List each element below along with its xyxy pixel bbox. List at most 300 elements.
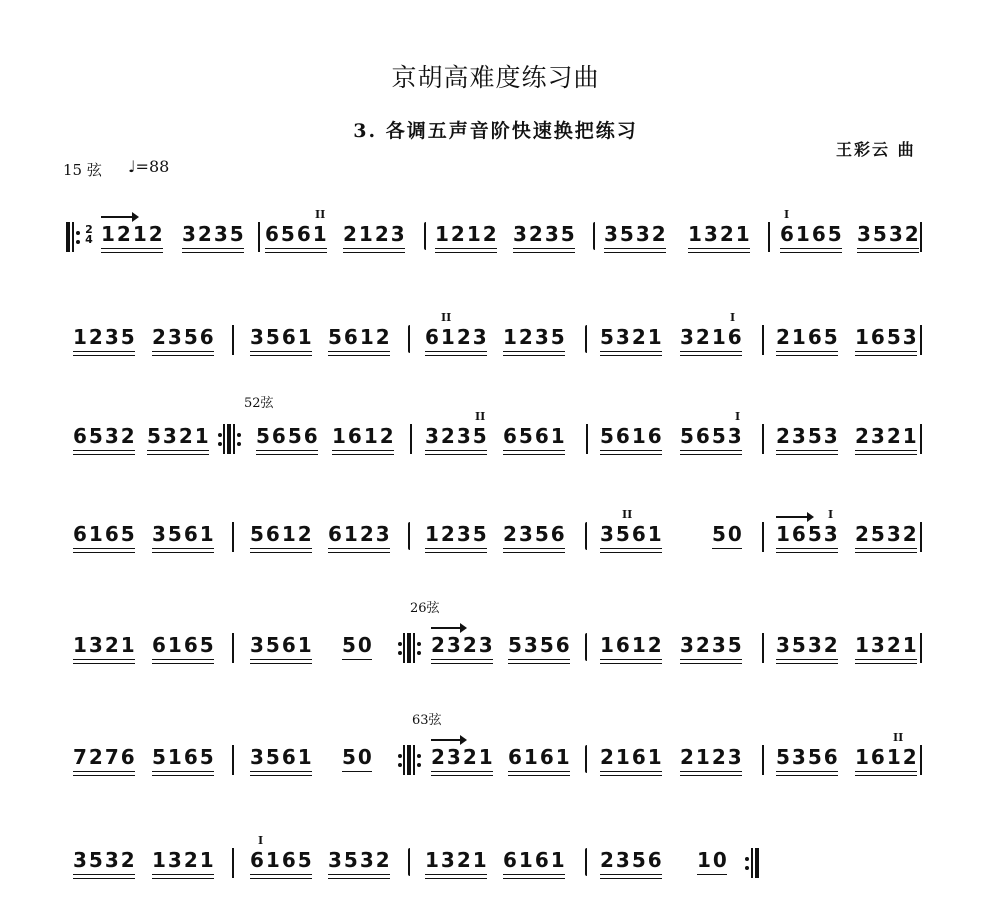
note-group-digits: 5356 — [776, 745, 840, 769]
hand-position-mark: I — [828, 508, 834, 521]
beam-line — [855, 355, 917, 356]
beam-line — [712, 548, 742, 549]
note-group-digits: 1235 — [425, 522, 489, 546]
barline — [586, 424, 588, 454]
barline — [585, 633, 587, 661]
note-group — [250, 522, 314, 546]
beam-line — [328, 355, 390, 356]
note-group — [152, 325, 216, 349]
note-group-digits: 2356 — [152, 325, 216, 349]
note-group-digits: 3532 — [328, 848, 392, 872]
beam-line — [503, 552, 565, 553]
beam-line — [332, 450, 394, 451]
note-group-digits: 50 — [712, 522, 744, 546]
note-group-digits: 2123 — [343, 222, 407, 246]
note-group — [250, 325, 314, 349]
note-group — [776, 325, 840, 349]
beam-line — [503, 878, 565, 879]
note-group-digits: 3235 — [680, 633, 744, 657]
beam-line — [600, 454, 662, 455]
repeat-dot — [417, 651, 421, 655]
beam-line — [73, 878, 135, 879]
note-group-digits: 3235 — [182, 222, 246, 246]
repeat-bar — [407, 633, 411, 663]
note-group-digits: 1235 — [503, 325, 567, 349]
beam-line — [250, 548, 312, 549]
note-group — [600, 424, 664, 448]
beam-line — [328, 552, 390, 553]
barline — [232, 325, 234, 355]
beam-line — [600, 548, 662, 549]
note-group — [431, 633, 495, 657]
time-signature-top: 2 — [85, 223, 93, 236]
note-group — [604, 222, 668, 246]
beam-line — [503, 351, 565, 352]
barline — [410, 424, 412, 454]
tuning-label: 15 弦 — [63, 161, 102, 179]
note-group-digits: 6161 — [508, 745, 572, 769]
note-group-digits: 3532 — [73, 848, 137, 872]
hand-position-mark: II — [315, 208, 326, 221]
hand-position-mark: I — [735, 410, 741, 423]
beam-line — [182, 248, 244, 249]
note-group-digits: 1321 — [152, 848, 216, 872]
beam-line — [776, 355, 838, 356]
beam-line — [508, 663, 570, 664]
note-group — [332, 424, 396, 448]
barline — [768, 222, 770, 252]
note-group-digits: 10 — [697, 848, 729, 872]
note-group — [855, 522, 919, 546]
barline — [920, 745, 922, 775]
barline — [232, 745, 234, 775]
note-group — [342, 633, 374, 657]
beam-line — [431, 663, 493, 664]
beam-line — [425, 351, 487, 352]
beam-line — [776, 659, 838, 660]
score-line-6 — [0, 713, 991, 805]
note-group — [343, 222, 407, 246]
note-group — [425, 424, 489, 448]
barline — [920, 222, 922, 252]
note-group — [152, 848, 216, 872]
beam-line — [250, 355, 312, 356]
note-group-digits: 1212 — [435, 222, 499, 246]
beam-line — [855, 771, 917, 772]
repeat-bar — [72, 222, 74, 252]
beam-line — [152, 775, 214, 776]
beam-line — [604, 248, 666, 249]
note-group — [73, 325, 137, 349]
beam-line — [435, 252, 497, 253]
barline — [920, 522, 922, 552]
beam-line — [857, 248, 919, 249]
repeat-bar — [233, 424, 235, 454]
note-group — [73, 522, 137, 546]
note-group — [328, 848, 392, 872]
barline — [585, 745, 587, 773]
note-group-digits: 3532 — [776, 633, 840, 657]
beam-line — [680, 454, 742, 455]
beam-line — [688, 252, 750, 253]
score-line-7 — [0, 834, 991, 908]
note-group — [508, 633, 572, 657]
beam-line — [342, 659, 372, 660]
repeat-bar — [223, 424, 225, 454]
note-group-digits: 6165 — [152, 633, 216, 657]
beam-line — [503, 355, 565, 356]
note-group — [425, 848, 489, 872]
barline — [585, 325, 587, 353]
beam-line — [73, 775, 135, 776]
string-annotation: 26弦 — [410, 601, 440, 616]
note-group — [328, 325, 392, 349]
note-group — [680, 424, 744, 448]
repeat-dot — [218, 442, 222, 446]
note-group-digits: 1235 — [73, 325, 137, 349]
beam-line — [780, 248, 842, 249]
note-group-digits: 1321 — [855, 633, 919, 657]
note-group-digits: 50 — [342, 745, 374, 769]
beam-line — [600, 552, 662, 553]
beam-line — [152, 552, 214, 553]
composer-credit: 王彩云 曲 — [836, 140, 916, 159]
repeat-bar — [403, 745, 405, 775]
beam-line — [265, 248, 327, 249]
note-group-digits: 1321 — [688, 222, 752, 246]
beam-line — [508, 659, 570, 660]
note-group — [342, 745, 374, 769]
note-group — [256, 424, 320, 448]
barline — [762, 522, 764, 552]
note-group-digits: 2532 — [855, 522, 919, 546]
note-group-digits: 6123 — [328, 522, 392, 546]
beam-line — [328, 874, 390, 875]
note-group — [250, 848, 314, 872]
note-group-digits: 5616 — [600, 424, 664, 448]
note-group-digits: 1612 — [855, 745, 919, 769]
beam-line — [513, 248, 575, 249]
barline — [593, 222, 595, 250]
beam-line — [73, 552, 135, 553]
beam-line — [503, 454, 565, 455]
repeat-dot — [237, 442, 241, 446]
barline — [232, 633, 234, 663]
beam-line — [250, 351, 312, 352]
repeat-sign — [218, 424, 234, 454]
note-group-digits: 3561 — [250, 745, 314, 769]
note-group-digits: 6165 — [73, 522, 137, 546]
beam-line — [343, 252, 405, 253]
beam-line — [152, 663, 214, 664]
beam-line — [250, 663, 312, 664]
note-group — [152, 522, 216, 546]
beam-line — [425, 552, 487, 553]
note-group — [776, 745, 840, 769]
beam-line — [600, 874, 662, 875]
beam-line — [431, 659, 493, 660]
note-group — [250, 745, 314, 769]
hand-position-mark: II — [475, 410, 486, 423]
note-group — [73, 424, 137, 448]
repeat-dot — [417, 754, 421, 758]
note-group-digits: 1653 — [855, 325, 919, 349]
note-group — [503, 325, 567, 349]
note-group — [152, 745, 216, 769]
barline — [408, 848, 410, 876]
note-group — [328, 522, 392, 546]
beam-line — [73, 874, 135, 875]
note-group-digits: 5321 — [147, 424, 211, 448]
note-group — [152, 633, 216, 657]
note-group — [503, 424, 567, 448]
beam-line — [73, 450, 135, 451]
beam-line — [152, 351, 214, 352]
beam-line — [776, 450, 838, 451]
beam-line — [425, 878, 487, 879]
beam-line — [147, 450, 209, 451]
note-group-digits: 3561 — [152, 522, 216, 546]
repeat-sign — [398, 633, 414, 663]
note-group-digits: 3561 — [600, 522, 664, 546]
note-group — [600, 848, 664, 872]
score-title: 京胡高难度练习曲 — [391, 63, 600, 92]
note-group — [425, 325, 489, 349]
note-group-digits: 5165 — [152, 745, 216, 769]
repeat-dot — [745, 866, 749, 870]
note-group-digits: 1321 — [425, 848, 489, 872]
note-group — [503, 522, 567, 546]
beam-line — [328, 548, 390, 549]
beam-line — [604, 252, 666, 253]
repeat-dot — [398, 651, 402, 655]
note-group-digits: 1612 — [332, 424, 396, 448]
beam-line — [503, 874, 565, 875]
note-group-digits: 2323 — [431, 633, 495, 657]
repeat-dot — [398, 763, 402, 767]
beam-line — [431, 775, 493, 776]
note-group — [73, 633, 137, 657]
score-line-3 — [0, 396, 991, 484]
note-group-digits: 5321 — [600, 325, 664, 349]
note-group-digits: 3561 — [250, 325, 314, 349]
note-group — [776, 522, 840, 546]
note-group-digits: 2165 — [776, 325, 840, 349]
note-group-digits: 6165 — [780, 222, 844, 246]
hand-position-mark: II — [441, 311, 452, 324]
score-line-1 — [0, 208, 991, 282]
note-group — [600, 325, 664, 349]
note-group — [857, 222, 921, 246]
hand-position-mark: I — [258, 834, 264, 847]
note-group — [431, 745, 495, 769]
repeat-bar — [227, 424, 231, 454]
barline — [920, 633, 922, 663]
score-line-2 — [0, 311, 991, 385]
barline — [762, 633, 764, 663]
repeat-dot — [76, 240, 80, 244]
repeat-sign — [66, 222, 82, 252]
hand-position-mark: II — [893, 731, 904, 744]
beam-line — [600, 663, 662, 664]
beam-line — [680, 355, 742, 356]
beam-line — [780, 252, 842, 253]
note-group-digits: 1653 — [776, 522, 840, 546]
beam-line — [256, 450, 318, 451]
note-group — [435, 222, 499, 246]
tempo-value: =88 — [135, 157, 170, 176]
beam-line — [600, 450, 662, 451]
note-group — [600, 745, 664, 769]
beam-line — [328, 351, 390, 352]
beam-line — [680, 771, 742, 772]
slide-arrow-icon — [431, 739, 465, 741]
beam-line — [425, 355, 487, 356]
string-annotation: 63弦 — [412, 713, 442, 728]
repeat-dot — [218, 433, 222, 437]
beam-line — [250, 874, 312, 875]
repeat-bar — [751, 848, 753, 878]
repeat-dot — [745, 857, 749, 861]
note-group-digits: 3235 — [513, 222, 577, 246]
score-line-4 — [0, 508, 991, 582]
beam-line — [73, 548, 135, 549]
beam-line — [73, 351, 135, 352]
note-group — [776, 633, 840, 657]
note-group — [680, 325, 744, 349]
note-group — [600, 633, 664, 657]
beam-line — [425, 548, 487, 549]
note-group — [513, 222, 577, 246]
beam-line — [152, 771, 214, 772]
beam-line — [152, 548, 214, 549]
note-group — [425, 522, 489, 546]
tempo-marking — [128, 157, 169, 176]
beam-line — [600, 355, 662, 356]
note-group-digits: 6161 — [503, 848, 567, 872]
beam-line — [152, 874, 214, 875]
repeat-bar — [407, 745, 411, 775]
repeat-dot — [417, 642, 421, 646]
hand-position-mark: I — [784, 208, 790, 221]
note-group-digits: 1321 — [73, 633, 137, 657]
beam-line — [425, 450, 487, 451]
note-group — [855, 745, 919, 769]
note-group-digits: 6561 — [265, 222, 329, 246]
beam-line — [256, 454, 318, 455]
note-group — [250, 633, 314, 657]
beam-line — [855, 552, 917, 553]
beam-line — [73, 663, 135, 664]
beam-line — [680, 351, 742, 352]
barline — [232, 522, 234, 552]
beam-line — [600, 771, 662, 772]
beam-line — [101, 248, 163, 249]
note-group — [780, 222, 844, 246]
repeat-bar — [403, 633, 405, 663]
hand-position-mark: I — [730, 311, 736, 324]
repeat-dot — [237, 433, 241, 437]
repeat-sign — [398, 745, 414, 775]
beam-line — [855, 663, 917, 664]
barline — [585, 522, 587, 550]
beam-line — [250, 771, 312, 772]
beam-line — [855, 454, 917, 455]
note-group-digits: 1212 — [101, 222, 165, 246]
beam-line — [152, 878, 214, 879]
beam-line — [776, 351, 838, 352]
quarter-note-icon: ♩ — [128, 157, 136, 176]
note-group — [776, 424, 840, 448]
note-group-digits: 50 — [342, 633, 374, 657]
beam-line — [600, 659, 662, 660]
beam-line — [342, 771, 372, 772]
repeat-bar — [66, 222, 70, 252]
note-group — [265, 222, 329, 246]
repeat-dot — [76, 231, 80, 235]
slide-arrow-icon — [101, 216, 137, 218]
repeat-dot — [398, 642, 402, 646]
beam-line — [776, 552, 838, 553]
note-group — [73, 848, 137, 872]
beam-line — [776, 454, 838, 455]
beam-line — [855, 351, 917, 352]
barline — [585, 848, 587, 876]
beam-line — [513, 252, 575, 253]
note-group-digits: 2356 — [503, 522, 567, 546]
time-signature — [84, 225, 94, 245]
score-line-5 — [0, 601, 991, 693]
barline — [762, 745, 764, 775]
beam-line — [600, 775, 662, 776]
repeat-bar — [413, 745, 415, 775]
note-group — [508, 745, 572, 769]
note-group-digits: 7276 — [73, 745, 137, 769]
beam-line — [855, 548, 917, 549]
note-group-digits: 3532 — [604, 222, 668, 246]
beam-line — [776, 775, 838, 776]
beam-line — [680, 663, 742, 664]
barline — [408, 325, 410, 353]
note-group — [73, 745, 137, 769]
barline — [762, 325, 764, 355]
beam-line — [332, 454, 394, 455]
beam-line — [600, 351, 662, 352]
barline — [920, 325, 922, 355]
note-group-digits: 3235 — [425, 424, 489, 448]
repeat-bar — [755, 848, 759, 878]
note-group — [855, 633, 919, 657]
beam-line — [503, 450, 565, 451]
note-group-digits: 2321 — [431, 745, 495, 769]
beam-line — [776, 771, 838, 772]
note-group-digits: 5653 — [680, 424, 744, 448]
beam-line — [147, 454, 209, 455]
beam-line — [857, 252, 919, 253]
note-group — [680, 633, 744, 657]
note-group — [712, 522, 744, 546]
beam-line — [101, 252, 163, 253]
beam-line — [697, 874, 727, 875]
repeat-dot — [398, 754, 402, 758]
note-group-digits: 5356 — [508, 633, 572, 657]
beam-line — [680, 659, 742, 660]
note-group-digits: 2123 — [680, 745, 744, 769]
beam-line — [250, 659, 312, 660]
beam-line — [73, 659, 135, 660]
note-group — [680, 745, 744, 769]
note-group-digits: 6123 — [425, 325, 489, 349]
